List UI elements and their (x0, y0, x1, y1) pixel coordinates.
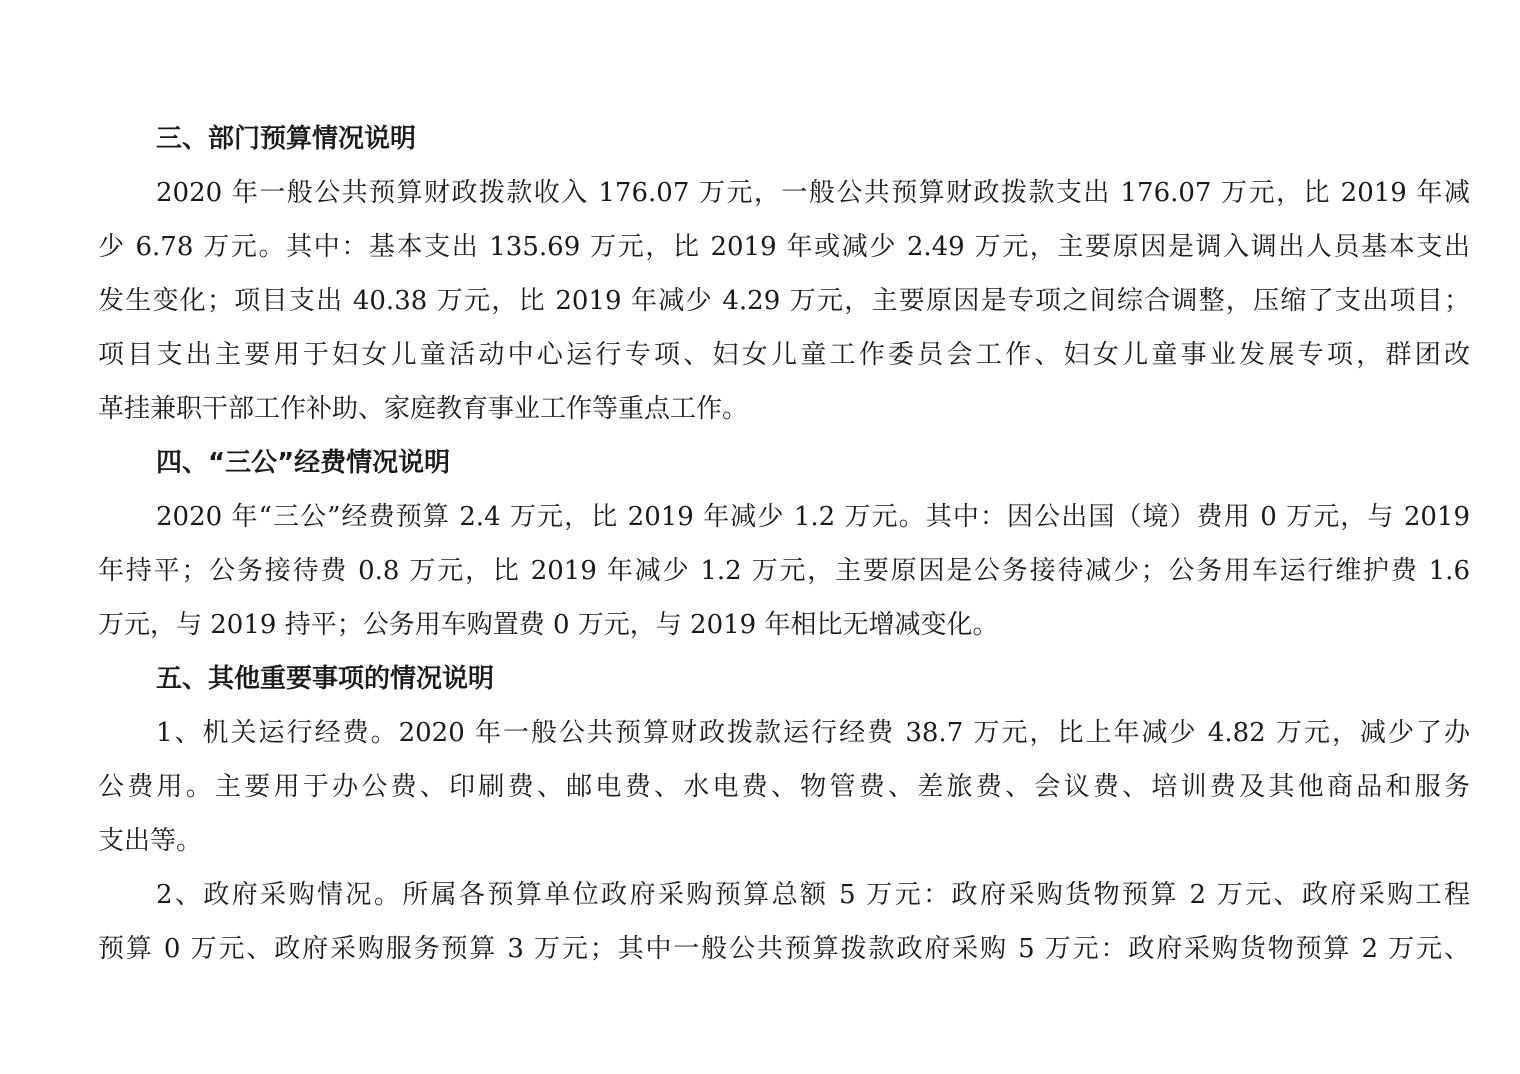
section-heading-other-matters: 五、其他重要事项的情况说明 (156, 664, 495, 694)
paragraph-line: 公费用。主要用于办公费、印刷费、邮电费、水电费、物管费、差旅费、会议费、培训费及其他商品和服务 (98, 772, 1470, 802)
paragraph-line: 预算 0 万元、政府采购服务预算 3 万元；其中一般公共预算拨款政府采购 5 万元：政府采购货物预算 2 万元、 (98, 934, 1470, 964)
paragraph-line: 1、机关运行经费。2020 年一般公共预算财政拨款运行经费 38.7 万元，比上年减少 4.82 万元，减少了办 (156, 718, 1470, 748)
document-page (98, 112, 1470, 976)
section-heading-three-public: 四、“三公”经费情况说明 (156, 448, 451, 478)
paragraph-line: 支出等。 (98, 826, 203, 856)
section-heading-budget: 三、部门预算情况说明 (156, 124, 417, 154)
paragraph-three-public (98, 490, 1470, 652)
paragraph-budget (98, 166, 1470, 436)
paragraph-line: 革挂兼职干部工作补助、家庭教育事业工作等重点工作。 (98, 394, 749, 424)
paragraph-line: 发生变化；项目支出 40.38 万元，比 2019 年减少 4.29 万元，主要原因是专项之间综合调整，压缩了支出项目； (98, 286, 1470, 316)
paragraph-line: 2、政府采购情况。所属各预算单位政府采购预算总额 5 万元：政府采购货物预算 2 万元、政府采购工程 (156, 880, 1470, 910)
paragraph-operating-funds (98, 706, 1470, 868)
paragraph-line: 项目支出主要用于妇女儿童活动中心运行专项、妇女儿童工作委员会工作、妇女儿童事业发展专项，群团改 (98, 340, 1470, 370)
paragraph-line: 2020 年“三公”经费预算 2.4 万元，比 2019 年减少 1.2 万元。其中：因公出国（境）费用 0 万元，与 2019 (156, 502, 1470, 532)
paragraph-line: 万元，与 2019 持平；公务用车购置费 0 万元，与 2019 年相比无增减变化。 (98, 610, 999, 640)
paragraph-procurement (98, 868, 1470, 976)
paragraph-line: 少 6.78 万元。其中：基本支出 135.69 万元，比 2019 年或减少 2.49 万元，主要原因是调入调出人员基本支出 (98, 232, 1470, 262)
paragraph-line: 2020 年一般公共预算财政拨款收入 176.07 万元，一般公共预算财政拨款支出 176.07 万元，比 2019 年减 (156, 178, 1470, 208)
paragraph-line: 年持平；公务接待费 0.8 万元，比 2019 年减少 1.2 万元，主要原因是公务接待减少；公务用车运行维护费 1.6 (98, 556, 1470, 586)
